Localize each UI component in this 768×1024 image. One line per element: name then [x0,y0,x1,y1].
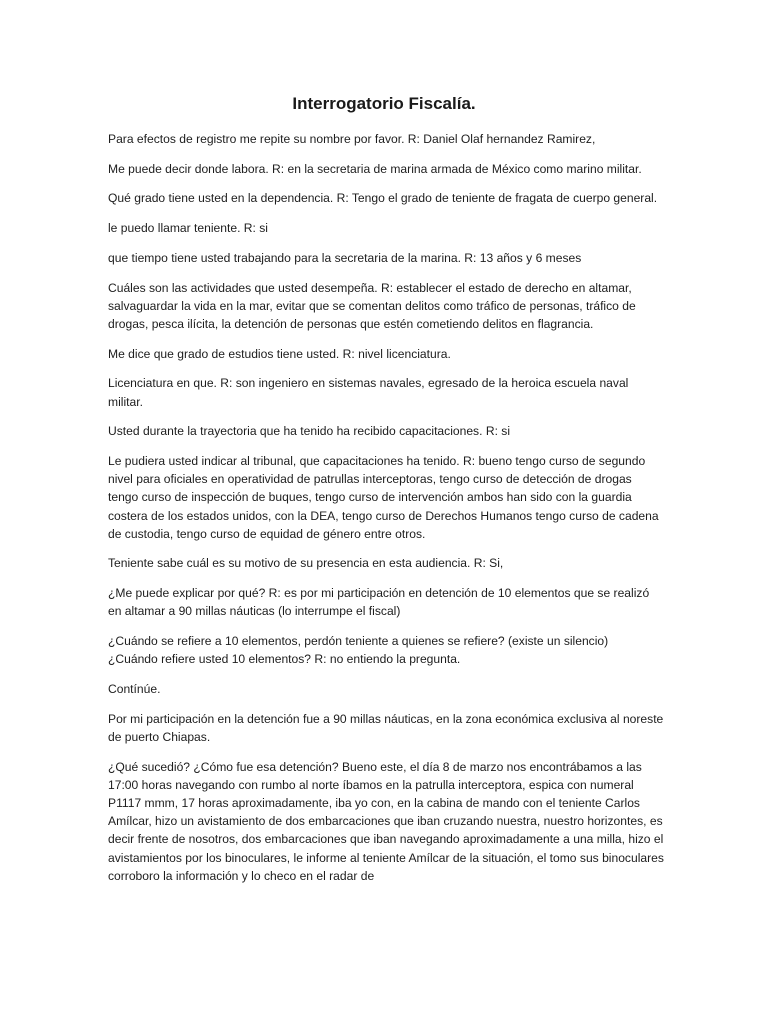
paragraph-name: Para efectos de registro me repite su nombre por favor. R: Daniel Olaf hernandez Ramirez, [108,132,596,146]
paragraph-explain: ¿Me puede explicar por qué? R: es por mi participación en detención de 10 elementos que se realizó en altamar a 90 millas náuticas (lo interrumpe el fiscal) [108,586,650,619]
paragraph-continue: Contínúe. [108,681,161,696]
document-body [108,130,664,897]
document-title: Interrogatorio Fiscalía. [292,94,476,113]
paragraph-what-happened: ¿Qué sucedió? ¿Cómo fue esa detención? Bueno este, el día 8 de marzo nos encontrábamos a las 17:00 horas navegando con rumbo al norte íbamos en la patrulla interceptora, espica con numeral P1117 mmm, 17 horas aproximadamente, iba yo con, en la cabina de mando con el teniente Carlos Amílcar, hizo un avistamiento de dos embarcaciones que iban cruzando nuestra, nuestro horizontes, es decir frente de nosotros, dos embarcaciones que iban navegando aproximadamente a una milla, hizo el avistamientos por los binoculares, le informe al teniente Amílcar de la situación, el tomo sus binoculares corroboro la información y lo checo en el radar de [108,759,664,883]
paragraph-trainings-list: Le pudiera usted indicar al tribunal, que capacitaciones ha tenido. R: bueno tengo curso de segundo nivel para oficiales en operatividad de patrullas interceptoras, tengo curso de detección de drogas tengo curso de inspección de buques, tengo curso de intervención ambos han sido con la guardia costera de los estados unidos, con la DEA, tengo curso de Derechos Humanos tengo curso de cadena de custodia, tengo curso de equidad de género entre otros. [108,453,659,541]
paragraph-reason: Teniente sabe cuál es su motivo de su presencia en esta audiencia. R: Si, [108,556,504,571]
paragraph-call-teniente: le puedo llamar teniente. R: si [108,221,268,236]
paragraph-service-time: que tiempo tiene usted trabajando para la secretaria de la marina. R: 13 años y 6 meses [108,250,582,265]
paragraph-workplace: Me puede decir donde labora. R: en la secretaria de marina armada de México como marino militar. [108,161,642,176]
paragraph-activities: Cuáles son las actividades que usted desempeña. R: establecer el estado de derecho en altamar, salvaguardar la vida en la mar, evitar que se comentan delitos como tráfico de personas, tráfico de drogas, pesca ilícita, la detención de personas que estén cometiendo delitos en flagrancia. [108,280,636,331]
paragraph-degree: Licenciatura en que. R: son ingeniero en sistemas navales, egresado de la heroica escuela naval militar. [108,376,629,409]
paragraph-trainings-question: Usted durante la trayectoria que ha tenido ha recibido capacitaciones. R: si [108,424,511,439]
paragraph-ten-elements: ¿Cuándo se refiere a 10 elementos, perdón teniente a quienes se refiere? (existe un silencio) ¿Cuándo refiere usted 10 elementos? R: no entiendo la pregunta. [108,634,609,667]
paragraph-rank: Qué grado tiene usted en la dependencia. R: Tengo el grado de teniente de fragata de cuerpo general. [108,191,658,206]
paragraph-detention-location: Por mi participación en la detención fue a 90 millas náuticas, en la zona económica exclusiva al noreste de puerto Chiapas. [108,711,664,744]
paragraph-studies: Me dice que grado de estudios tiene usted. R: nivel licenciatura. [108,346,451,361]
